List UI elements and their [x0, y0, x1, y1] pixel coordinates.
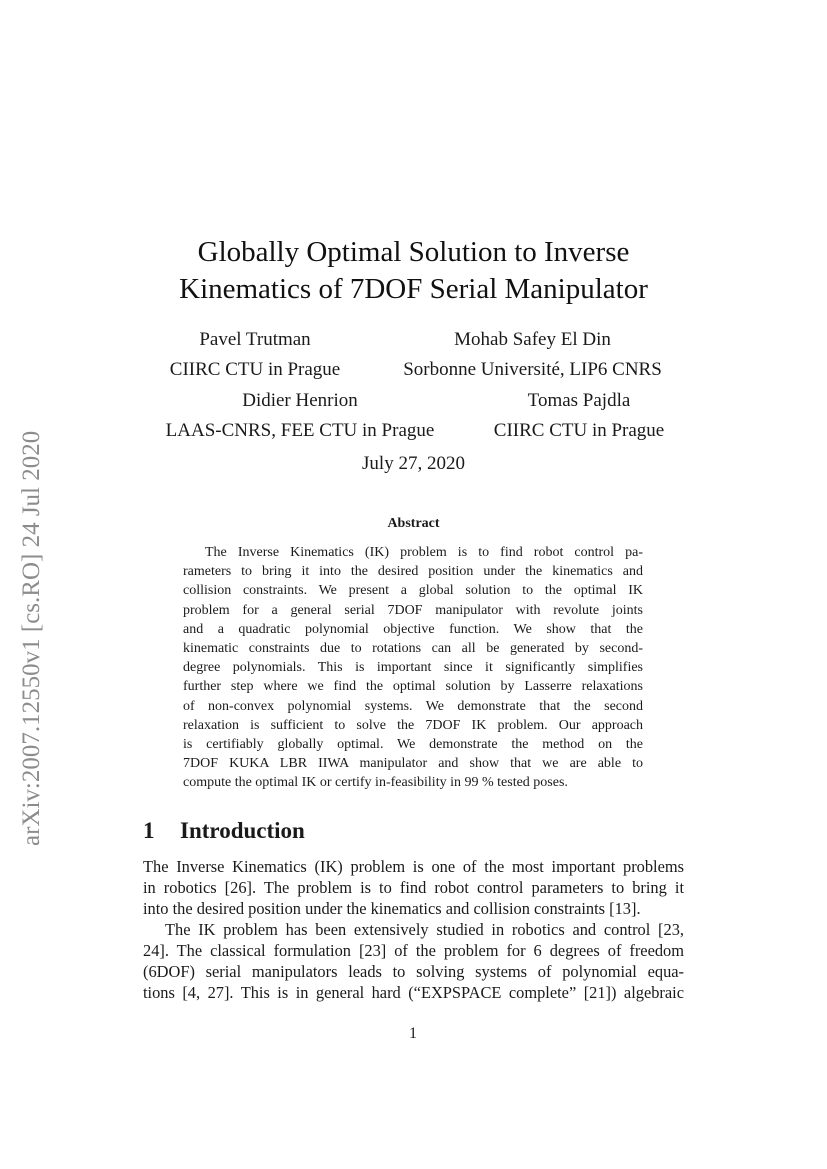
abstract-line: rameters to bring it into the desired position under the kinematics and	[183, 564, 643, 580]
abstract-line: further step where we find the optimal solution by Lasserre relaxations	[183, 679, 643, 695]
section-number: 1	[143, 818, 155, 843]
body-line: 24]. The classical formulation [23] of the problem for 6 degrees of freedom	[143, 941, 684, 960]
abstract-line: The Inverse Kinematics (IK) problem is to find robot control pa-	[205, 545, 643, 560]
abstract-line: kinematic constraints due to rotations can all be generated by second-	[183, 641, 643, 657]
abstract-line: of non-convex polynomial systems. We demonstrate that the second	[183, 698, 643, 714]
author-name: Pavel Trutman	[199, 329, 311, 350]
section-heading	[143, 816, 305, 846]
author-name: Didier Henrion	[242, 390, 358, 411]
paper-title	[100, 234, 727, 308]
abstract-line: relaxation is sufficient to solve the 7DOF IK problem. Our approach	[183, 717, 643, 733]
paper-date: July 27, 2020	[362, 453, 465, 474]
author-block-1	[130, 325, 380, 385]
body-line: in robotics [26]. The problem is to find robot control parameters to bring it	[143, 878, 684, 897]
abstract-body	[183, 543, 643, 793]
body-line: into the desired position under the kinematics and collision constraints [13].	[143, 899, 641, 918]
abstract-line: compute the optimal IK or certify in-feasibility in 99 % tested poses.	[183, 775, 568, 791]
abstract-line: problem for a general serial 7DOF manipulator with revolute joints	[183, 602, 643, 618]
author-affiliation: CIIRC CTU in Prague	[493, 420, 665, 441]
author-affiliation: Sorbonne Université, LIP6 CNRS	[403, 359, 662, 380]
abstract-line: 7DOF KUKA LBR IIWA manipulator and show that we are able to	[183, 756, 643, 772]
body-line: The IK problem has been extensively studied in robotics and control [23,	[165, 920, 684, 939]
body-line: (6DOF) serial manipulators leads to solving systems of polynomial equa-	[143, 962, 684, 981]
introduction-body	[143, 856, 684, 1003]
abstract-heading: Abstract	[387, 516, 440, 531]
author-block-2	[385, 325, 680, 385]
author-affiliation: CIIRC CTU in Prague	[169, 359, 341, 380]
title-line-1: Globally Optimal Solution to Inverse	[197, 236, 630, 268]
author-affiliation: LAAS-CNRS, FEE CTU in Prague	[165, 420, 435, 441]
section-title: Introduction	[180, 818, 305, 843]
title-line-2: Kinematics of 7DOF Serial Manipulator	[179, 273, 648, 305]
author-block-3	[140, 386, 460, 446]
author-block-4	[470, 386, 688, 446]
author-name: Mohab Safey El Din	[454, 329, 611, 350]
page-number: 1	[409, 1025, 417, 1042]
body-line: tions [4, 27]. This is in general hard (“EXPSPACE complete” [21]) algebraic	[143, 983, 684, 1002]
arxiv-identifier: arXiv:2007.12550v1 [cs.RO] 24 Jul 2020	[18, 430, 45, 846]
author-name: Tomas Pajdla	[527, 390, 631, 411]
abstract-line: is certifiably globally optimal. We demonstrate the method on the	[183, 737, 643, 753]
abstract-line: degree polynomials. This is important since it significantly simplifies	[183, 660, 643, 676]
abstract-line: collision constraints. We present a global solution to the optimal IK	[183, 583, 643, 599]
body-line: The Inverse Kinematics (IK) problem is one of the most important problems	[143, 857, 684, 876]
abstract-line: and a quadratic polynomial objective function. We show that the	[183, 621, 643, 637]
